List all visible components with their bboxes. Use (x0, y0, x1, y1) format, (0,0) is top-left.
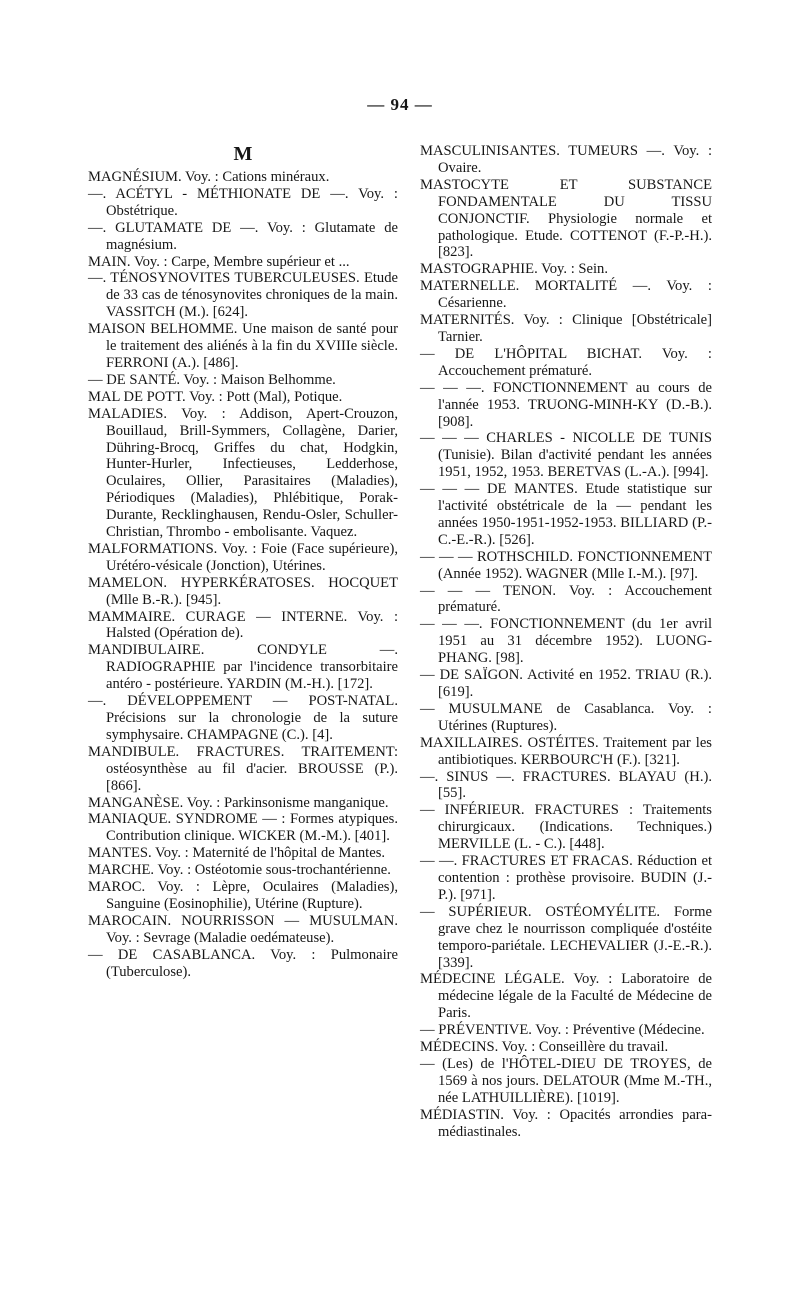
left-column (88, 143, 398, 981)
index-entry: MALFORMATIONS. Voy. : Foie (Face supérieure), Urétéro-vésicale (Jonction), Utérines. (88, 540, 398, 574)
index-entry: — SUPÉRIEUR. OSTÉOMYÉLITE. Forme grave chez le nourrisson compliquée d'ostéite temporo-pariétale. LECHEVALIER (J.-E.-R.). [339]. (420, 903, 712, 971)
right-entry-list (420, 143, 712, 1140)
index-entry: MARCHE. Voy. : Ostéotomie sous-trochantérienne. (88, 862, 391, 879)
index-entry: — MUSULMANE de Casablanca. Voy. : Utérines (Ruptures). (420, 700, 712, 734)
index-entry: MANTES. Voy. : Maternité de l'hôpital de Mantes. (88, 845, 386, 862)
index-entry: MATERNELLE. MORTALITÉ —. Voy. : Césarienne. (420, 278, 712, 312)
index-entry: MASTOCYTE ET SUBSTANCE FONDAMENTALE DU TISSU CONJONCTIF. Physiologie normale et pathologique. Etude. COTTENOT (F.-P.-H.). [823]. (420, 176, 712, 261)
index-entry: MAROCAIN. NOURRISSON — MUSULMAN. Voy. : Sevrage (Maladie oedémateuse). (88, 912, 398, 946)
index-entry: — —. FRACTURES ET FRACAS. Réduction et contention : prothèse provisoire. BUDIN (J.-P.). [971]. (420, 853, 712, 903)
index-entry: —. GLUTAMATE DE —. Voy. : Glutamate de magnésium. (88, 219, 398, 253)
index-entry: — — — ROTHSCHILD. FONCTIONNEMENT (Année 1952). WAGNER (Mlle I.-M.). [97]. (420, 548, 712, 582)
index-entry: MANIAQUE. SYNDROME — : Formes atypiques. Contribution clinique. WICKER (M.-M.). [401]. (88, 811, 398, 845)
index-entry: — (Les) de l'HÔTEL-DIEU DE TROYES, de 1569 à nos jours. DELATOUR (Mme M.-TH., née LATHUILLIÈRE). [1019]. (420, 1055, 712, 1106)
index-entry: MATERNITÉS. Voy. : Clinique [Obstétricale] Tarnier. (420, 312, 712, 345)
index-entry: —. DÉVELOPPEMENT — POST-NATAL. Précisions sur la chronologie de la suture symphysaire. CHAMPAGNE (C.). [4]. (88, 693, 398, 743)
index-entry: —. SINUS —. FRACTURES. BLAYAU (H.). [55]. (420, 768, 712, 802)
index-entry: MAL DE POTT. Voy. : Pott (Mal), Potique. (88, 388, 343, 405)
index-entry: MAGNÉSIUM. Voy. : Cations minéraux. (88, 169, 330, 185)
index-entry: MÉDECINE LÉGALE. Voy. : Laboratoire de médecine légale de la Faculté de Médecine de Paris. (420, 971, 712, 1022)
index-entry: — — — CHARLES - NICOLLE DE TUNIS (Tunisie). Bilan d'activité pendant les années 1951, 1952, 1953. BERETVAS (L.-A.). [994]. (420, 430, 712, 481)
index-entry: MAMMAIRE. CURAGE — INTERNE. Voy. : Halsted (Opération de). (88, 608, 398, 642)
index-entry: —. TÉNOSYNOVITES TUBERCULEUSES. Etude de 33 cas de ténosynovites chroniques de la main. VASSITCH (M.). [624]. (88, 270, 398, 321)
index-entry: MAXILLAIRES. OSTÉITES. Traitement par les antibiotiques. KERBOURC'H (F.). [321]. (420, 734, 712, 768)
index-entry: — INFÉRIEUR. FRACTURES : Traitements chirurgicaux. (Indications. Techniques.) MERVILLE (L. - C.). [448]. (420, 802, 712, 853)
index-entry: MAROC. Voy. : Lèpre, Oculaires (Maladies), Sanguine (Eosinophilie), Utérine (Rupture). (88, 879, 398, 912)
left-entry-list (88, 169, 398, 981)
index-entry: — PRÉVENTIVE. Voy. : Préventive (Médecine. (420, 1022, 705, 1039)
index-entry: MASTOGRAPHIE. Voy. : Sein. (420, 261, 608, 278)
index-entry: MÉDIASTIN. Voy. : Opacités arrondies para-médiastinales. (420, 1106, 712, 1140)
index-entry: MÉDECINS. Voy. : Conseillère du travail. (420, 1039, 669, 1056)
index-entry: — — — TENON. Voy. : Accouchement prématuré. (420, 582, 712, 616)
index-entry: — DE SAÏGON. Activité en 1952. TRIAU (R.). [619]. (420, 667, 712, 700)
right-column (420, 143, 712, 1140)
section-letter: M (233, 143, 253, 165)
index-entry: —. ACÉTYL - MÉTHIONATE DE —. Voy. : Obstétrique. (88, 185, 398, 219)
index-entry: — — — DE MANTES. Etude statistique sur l'activité obstétricale de la — pendant les années 1950-1951-1952-1953. BILLIARD (P.-C.-E.-R.). [526]. (420, 481, 712, 548)
index-entry: MAMELON. HYPERKÉRATOSES. HOCQUET (Mlle B.-R.). [945]. (88, 574, 398, 608)
index-entry: MALADIES. Voy. : Addison, Apert-Crouzon, Bouillaud, Brill-Symmers, Collagène, Darier, Dühring-Brocq, Griffes du chat, Hodgkin, Hunter-Hurler, Infectieuses, Ledderhose, Oculaires, Ollier, Parasitaires (Maladies), Périodiques (Maladies), Phlébitique, Porak-Durante, Recklinghausen, Rendu-Osler, Schuller-Christian, Thrombo - embolisante. Vaquez. (88, 405, 398, 541)
page-number: — 94 — (367, 95, 433, 114)
index-entry: — — —. FONCTIONNEMENT (du 1er avril 1951 au 31 décembre 1952). LUONG-PHANG. [98]. (420, 616, 712, 667)
index-entry: — DE L'HÔPITAL BICHAT. Voy. : Accouchement prématuré. (420, 345, 712, 379)
index-entry: MANDIBULAIRE. CONDYLE —. RADIOGRAPHIE par l'incidence transorbitaire antéro - postérieure. YARDIN (M.-H.). [172]. (88, 642, 398, 693)
index-entry: MANDIBULE. FRACTURES. TRAITEMENT: ostéosynthèse au fil d'acier. BROUSSE (P.). [866]. (88, 743, 398, 794)
index-entry: MAISON BELHOMME. Une maison de santé pour le traitement des aliénés à la fin du XVIIIe siècle. FERRONI (A.). [486]. (88, 321, 398, 371)
index-entry: — DE SANTÉ. Voy. : Maison Belhomme. (88, 371, 336, 388)
index-entry: — DE CASABLANCA. Voy. : Pulmonaire (Tuberculose). (88, 946, 398, 980)
index-entry: MASCULINISANTES. TUMEURS —. Voy. : Ovaire. (420, 143, 712, 176)
index-entry: MANGANÈSE. Voy. : Parkinsonisme manganique. (88, 794, 389, 811)
index-entry: — — —. FONCTIONNEMENT au cours de l'année 1953. TRUONG-MINH-KY (D.-B.). [908]. (420, 379, 712, 430)
index-entry: MAIN. Voy. : Carpe, Membre supérieur et ... (88, 253, 350, 270)
